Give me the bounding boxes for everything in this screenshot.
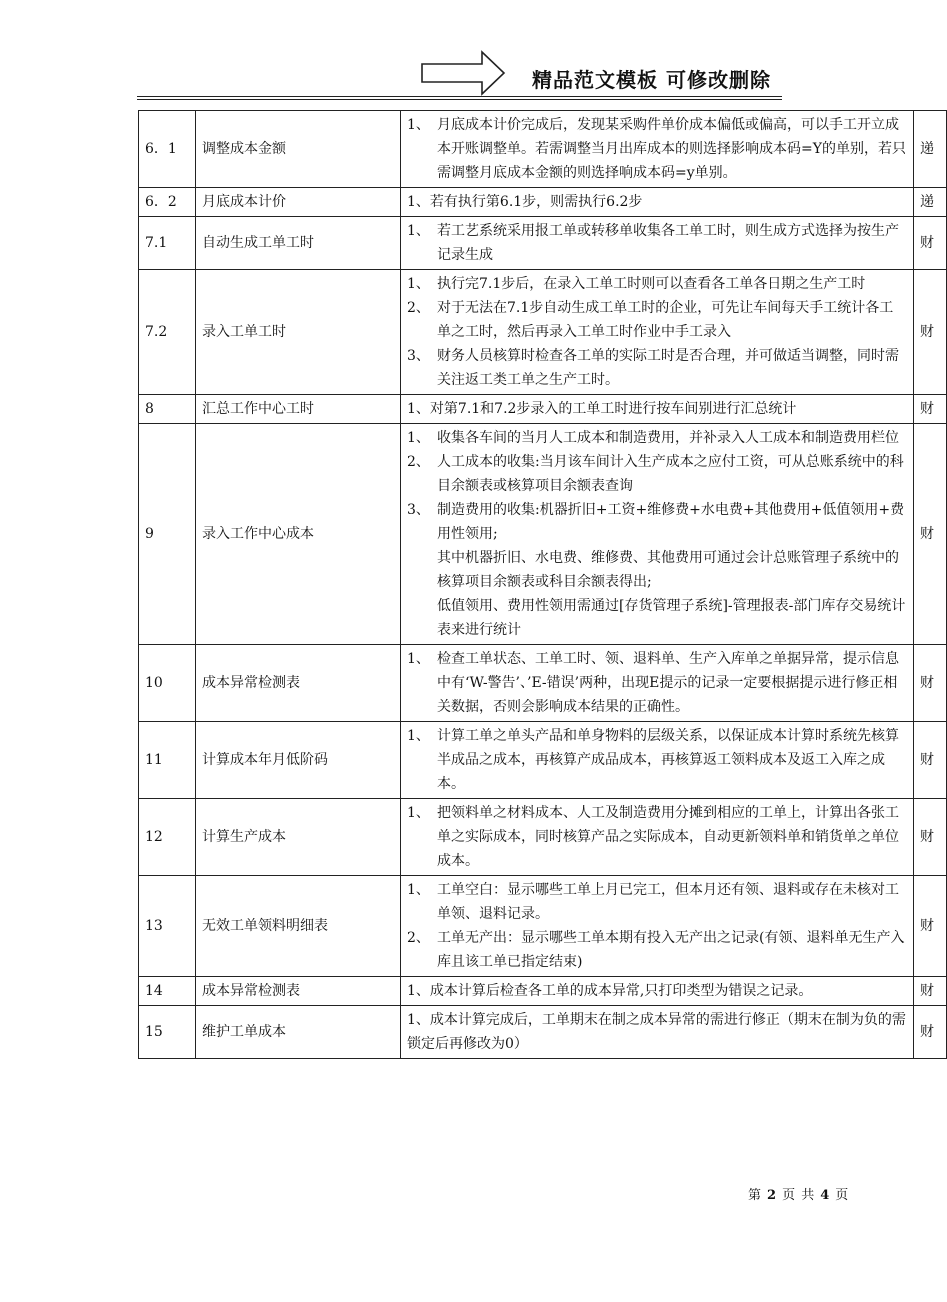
- step-number: 13: [139, 876, 196, 977]
- item-marker: 1、: [407, 430, 430, 446]
- step-number: 10: [139, 645, 196, 722]
- item-text: 低值领用、费用性领用需通过[存货管理子系统]-管理报表-部门库存交易统计表来进行统计: [437, 598, 906, 638]
- item-marker: 2、: [407, 930, 430, 946]
- item-marker: 1、: [407, 223, 430, 239]
- responsible-cell: 财: [914, 270, 947, 395]
- description-line: 1、对第7.1和7.2步录入的工单工时进行按车间别进行汇总统计: [407, 401, 797, 417]
- step-number: 7.2: [139, 270, 196, 395]
- page-header-title: 精品范文模板 可修改删除: [532, 68, 771, 92]
- table-row: [139, 977, 947, 1006]
- item-text: 制造费用的收集:机器折旧+工资+维修费+水电费+其他费用+低值领用+费用性领用;: [437, 502, 905, 542]
- description-item: [407, 272, 907, 296]
- item-text: 若工艺系统采用报工单或转移单收集各工单工时，则生成方式选择为按生产记录生成: [437, 223, 899, 263]
- current-page-number: 2: [767, 1188, 778, 1203]
- description-line: 1、成本计算后检查各工单的成本异常,只打印类型为错误之记录。: [407, 983, 813, 999]
- step-name: 录入工作中心成本: [196, 424, 401, 645]
- description-item: [407, 498, 907, 546]
- cost-procedure-table: [138, 110, 947, 1059]
- step-number: 6．1: [139, 111, 196, 188]
- description-item: [407, 296, 907, 344]
- description-item: [407, 878, 907, 926]
- item-marker: 3、: [407, 348, 430, 364]
- step-description: [401, 1006, 914, 1059]
- responsible-cell: 财: [914, 977, 947, 1006]
- item-marker: 1、: [407, 728, 430, 744]
- step-name: 录入工单工时: [196, 270, 401, 395]
- description-line: 1、成本计算完成后，工单期末在制之成本异常的需进行修正（期末在制为负的需锁定后再修改为0）: [407, 1012, 906, 1052]
- description-item: [407, 219, 907, 267]
- description-item: [407, 724, 907, 796]
- step-name: 成本异常检测表: [196, 977, 401, 1006]
- description-item: [407, 450, 907, 498]
- item-marker: 3、: [407, 502, 430, 518]
- step-name: 无效工单领料明细表: [196, 876, 401, 977]
- description-item: [407, 647, 907, 719]
- table-row: [139, 799, 947, 876]
- step-name: 汇总工作中心工时: [196, 395, 401, 424]
- table-row: [139, 395, 947, 424]
- item-text: 月底成本计价完成后，发现某采购件单价成本偏低或偏高，可以手工开立成本开账调整单。若需调整当月出库成本的则选择影响成本码=Y的单别，若只需调整月底成本金额的则选择响成本码=y单别。: [437, 117, 906, 181]
- step-number: 12: [139, 799, 196, 876]
- table-row: [139, 876, 947, 977]
- step-number: 11: [139, 722, 196, 799]
- step-description: [401, 876, 914, 977]
- step-description: [401, 424, 914, 645]
- item-text: 工单空白：显示哪些工单上月已完工，但本月还有领、退料或存在未核对工单领、退料记录。: [437, 882, 899, 922]
- responsible-cell: 递: [914, 188, 947, 217]
- item-marker: [407, 546, 437, 594]
- page-footer: [748, 1184, 849, 1203]
- item-marker: 1、: [407, 117, 430, 133]
- responsible-cell: 财: [914, 645, 947, 722]
- step-description: [401, 977, 914, 1006]
- footer-suffix: 页: [835, 1188, 850, 1203]
- step-name: 调整成本金额: [196, 111, 401, 188]
- step-name: 计算生产成本: [196, 799, 401, 876]
- description-item: [407, 344, 907, 392]
- step-name: 月底成本计价: [196, 188, 401, 217]
- item-text: 对于无法在7.1步自动生成工单工时的企业，可先让车间每天手工统计各工单之工时，然后再录入工单工时作业中手工录入: [437, 300, 894, 340]
- step-description: [401, 722, 914, 799]
- description-item: [407, 594, 907, 642]
- step-description: [401, 799, 914, 876]
- step-description: [401, 270, 914, 395]
- table-row: [139, 188, 947, 217]
- header-rule: [137, 99, 782, 100]
- header-rule: [137, 96, 782, 97]
- description-item: [407, 113, 907, 185]
- item-text: 其中机器折旧、水电费、维修费、其他费用可通过会计总账管理子系统中的核算项目余额表或科目余额表得出;: [437, 550, 899, 590]
- item-text: 人工成本的收集:当月该车间计入生产成本之应付工资，可从总账系统中的科目余额表或核算项目余额表查询: [437, 454, 904, 494]
- item-marker: 2、: [407, 300, 430, 316]
- item-marker: [407, 594, 437, 642]
- step-description: [401, 111, 914, 188]
- step-description: [401, 217, 914, 270]
- item-text: 把领料单之材料成本、人工及制造费用分摊到相应的工单上，计算出各张工单之实际成本，同时核算产品之实际成本，自动更新领料单和销货单之单位成本。: [437, 805, 899, 869]
- item-text: 工单无产出：显示哪些工单本期有投入无产出之记录(有领、退料单无生产入库且该工单已指定结束): [437, 930, 905, 970]
- responsible-cell: 财: [914, 395, 947, 424]
- item-marker: 1、: [407, 882, 430, 898]
- step-name: 自动生成工单工时: [196, 217, 401, 270]
- step-number: 9: [139, 424, 196, 645]
- item-marker: 1、: [407, 651, 430, 667]
- table-row: [139, 722, 947, 799]
- responsible-cell: 递: [914, 111, 947, 188]
- table-row: [139, 645, 947, 722]
- description-item: [407, 801, 907, 873]
- responsible-cell: 财: [914, 722, 947, 799]
- item-marker: 1、: [407, 276, 430, 292]
- item-text: 检查工单状态、工单工时、领、退料单、生产入库单之单据异常，提示信息中有‘W-警告’、’E-错误’两种，出现E提示的记录一定要根据提示进行修正相关数据，否则会影响成本结果的正确性。: [437, 651, 899, 715]
- responsible-cell: 财: [914, 1006, 947, 1059]
- total-pages-number: 4: [820, 1188, 831, 1203]
- description-item: [407, 426, 907, 450]
- step-description: [401, 645, 914, 722]
- footer-prefix: 第: [748, 1188, 763, 1203]
- step-name: 维护工单成本: [196, 1006, 401, 1059]
- table-row: [139, 217, 947, 270]
- step-description: [401, 188, 914, 217]
- step-number: 8: [139, 395, 196, 424]
- step-number: 7.1: [139, 217, 196, 270]
- description-item: [407, 926, 907, 974]
- table-row: [139, 111, 947, 188]
- item-marker: 2、: [407, 454, 430, 470]
- responsible-cell: 财: [914, 217, 947, 270]
- responsible-cell: 财: [914, 876, 947, 977]
- responsible-cell: 财: [914, 799, 947, 876]
- item-marker: 1、: [407, 805, 430, 821]
- item-text: 计算工单之单头产品和单身物料的层级关系，以保证成本计算时系统先核算半成品之成本，再核算产成品成本，再核算返工领料成本及返工入库之成本。: [437, 728, 899, 792]
- table-row: [139, 424, 947, 645]
- table-row: [139, 1006, 947, 1059]
- table-row: [139, 270, 947, 395]
- description-item: [407, 546, 907, 594]
- step-description: [401, 395, 914, 424]
- step-number: 6．2: [139, 188, 196, 217]
- step-name: 成本异常检测表: [196, 645, 401, 722]
- item-text: 收集各车间的当月人工成本和制造费用，并补录入人工成本和制造费用栏位: [437, 430, 899, 446]
- step-number: 15: [139, 1006, 196, 1059]
- step-number: 14: [139, 977, 196, 1006]
- responsible-cell: 财: [914, 424, 947, 645]
- step-name: 计算成本年月低阶码: [196, 722, 401, 799]
- footer-middle: 页 共: [782, 1188, 816, 1203]
- description-line: 1、若有执行第6.1步，则需执行6.2步: [407, 194, 643, 210]
- item-text: 财务人员核算时检查各工单的实际工时是否合理，并可做适当调整，同时需关注返工类工单之生产工时。: [437, 348, 899, 388]
- item-text: 执行完7.1步后，在录入工单工时则可以查看各工单各日期之生产工时: [437, 276, 866, 292]
- arrow-right-icon: [420, 50, 506, 96]
